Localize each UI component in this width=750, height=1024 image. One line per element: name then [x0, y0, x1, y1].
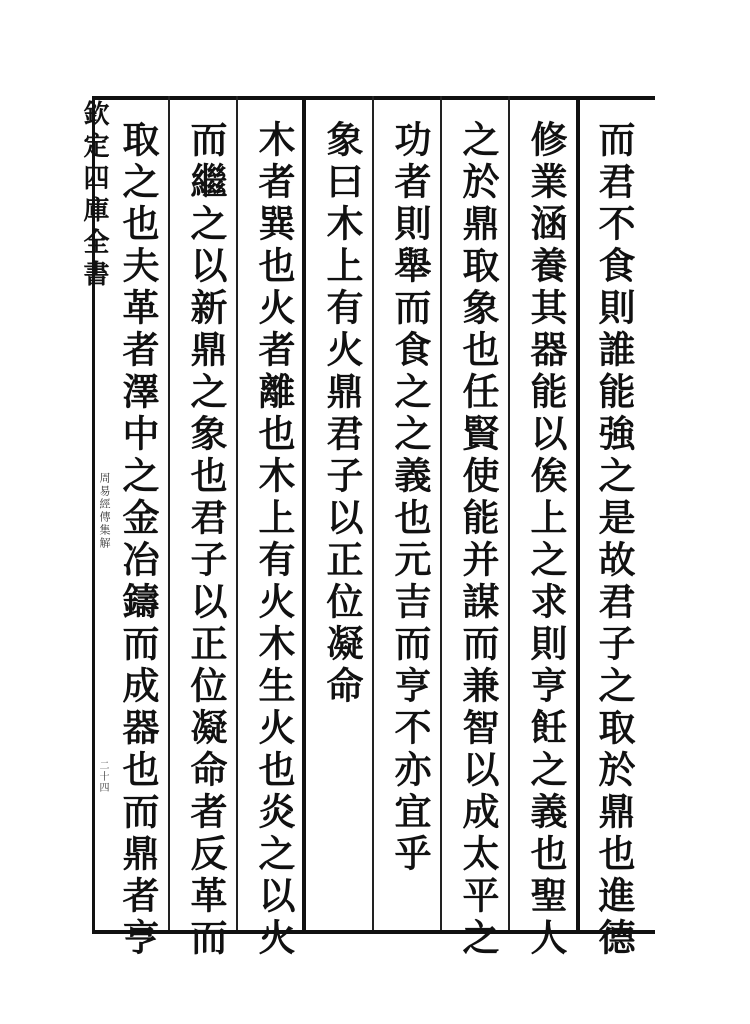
text-column-1 [590, 120, 638, 960]
column-text: 之於鼎取象也任賢使能并謀而兼智以成太平之 [456, 120, 500, 960]
text-column-5 [318, 120, 366, 708]
column-rule [508, 96, 510, 930]
column-rule [372, 96, 374, 930]
text-column-7 [182, 120, 230, 960]
column-text: 功者則舉而食之之義也元吉而亨不亦宜乎 [388, 120, 432, 876]
column-rule [168, 96, 170, 930]
text-column-8 [114, 120, 162, 960]
column-text: 取之也夫革者澤中之金冶鑄而成器也而鼎者亨 [116, 120, 160, 960]
text-column-2 [522, 120, 570, 960]
margin-source-title: 周易經傳集解 [98, 472, 111, 550]
margin-page-number: 二十四 [97, 760, 108, 793]
column-rule [576, 96, 580, 930]
column-text: 修業涵養其器能以俟上之求則亨飪之義也聖人 [524, 120, 568, 960]
margin-title-column [79, 100, 109, 292]
column-text: 而繼之以新鼎之象也君子以正位凝命者反革而 [184, 120, 228, 960]
text-column-3 [454, 120, 502, 960]
text-column-6 [250, 120, 298, 960]
column-rule [302, 96, 306, 930]
column-text: 而君不食則誰能強之是故君子之取於鼎也進德 [592, 120, 636, 960]
column-rule [440, 96, 442, 930]
margin-title: 欽定四庫全書 [79, 100, 109, 292]
column-text: 木者巽也火者離也木上有火木生火也炎之以火 [252, 120, 296, 960]
column-text: 象曰木上有火鼎君子以正位凝命 [320, 120, 364, 708]
text-column-4 [386, 120, 434, 876]
column-rule [236, 96, 238, 930]
